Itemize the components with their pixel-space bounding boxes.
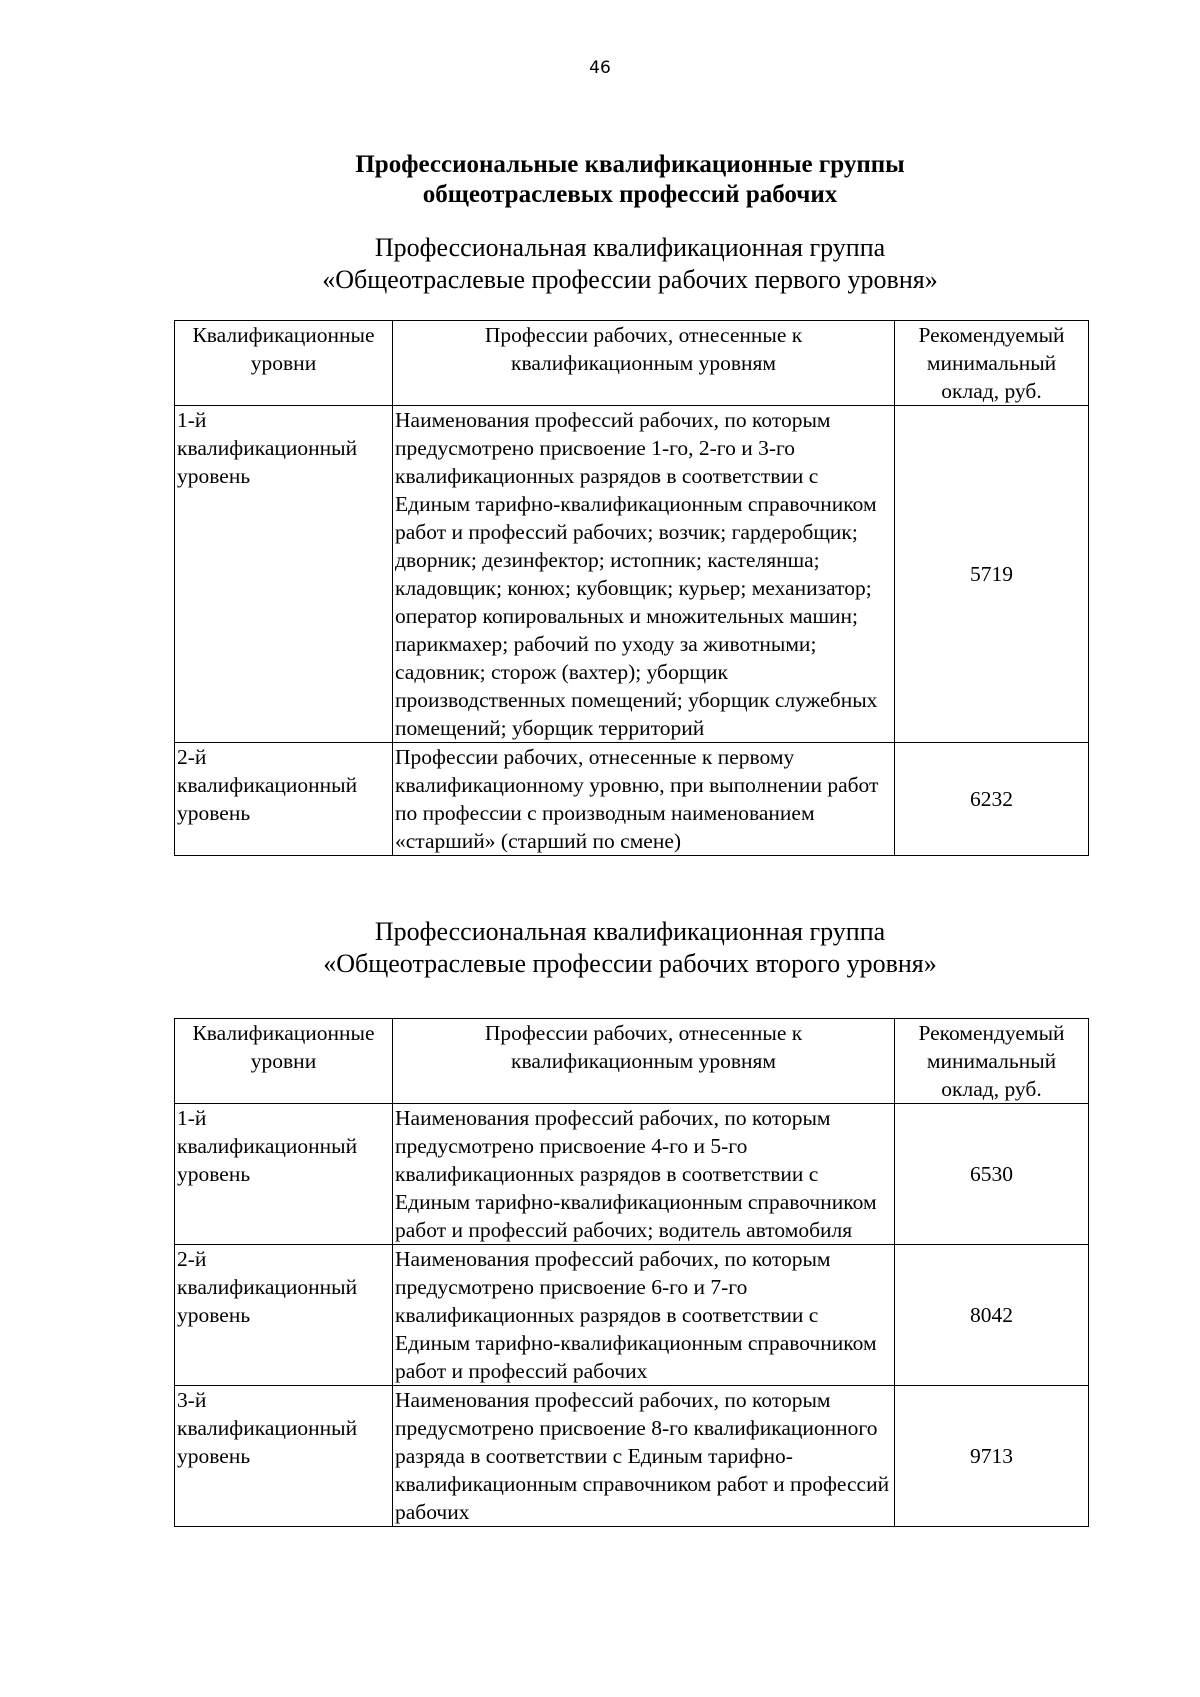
level-cell: 1-й квалификационный уровень bbox=[175, 406, 393, 743]
table-header-row bbox=[175, 321, 1089, 406]
group-2-title-line1: Профессиональная квалификационная группа bbox=[374, 917, 886, 946]
level-cell: 1-й квалификационный уровень bbox=[175, 1104, 393, 1245]
group-2-title-line2: «Общеотраслевые профессии рабочих второго уровня» bbox=[323, 949, 937, 978]
professions-cell: Наименования профессий рабочих, по которым предусмотрено присвоение 4-го и 5-го квалификационных разрядов в соответствии с Единым тарифно-квалификационным справочником работ и профессий рабочих; водитель автомобиля bbox=[393, 1104, 895, 1245]
document-title bbox=[100, 150, 1160, 210]
page-number: 46 bbox=[589, 58, 611, 78]
salary-cell: 8042 bbox=[895, 1245, 1089, 1386]
salary-cell: 9713 bbox=[895, 1386, 1089, 1527]
professions-cell: Наименования профессий рабочих, по которым предусмотрено присвоение 6-го и 7-го квалификационных разрядов в соответствии с Единым тарифно-квалификационным справочником работ и профессий рабочих bbox=[393, 1245, 895, 1386]
table-row bbox=[175, 743, 1089, 856]
header-salary: Рекомендуемый минимальный оклад, руб. bbox=[895, 321, 1089, 406]
group-1-title bbox=[100, 232, 1160, 296]
header-salary: Рекомендуемый минимальный оклад, руб. bbox=[895, 1019, 1089, 1104]
group-2-table bbox=[174, 1018, 1089, 1527]
document-title-line1: Профессиональные квалификационные группы bbox=[355, 151, 905, 178]
header-professions: Профессии рабочих, отнесенные к квалификационным уровням bbox=[393, 321, 895, 406]
group-1-title-line2: «Общеотраслевые профессии рабочих первого уровня» bbox=[322, 265, 938, 294]
table-header-row bbox=[175, 1019, 1089, 1104]
table-row bbox=[175, 1104, 1089, 1245]
salary-cell: 5719 bbox=[895, 406, 1089, 743]
level-cell: 2-й квалификационный уровень bbox=[175, 743, 393, 856]
table-row bbox=[175, 1386, 1089, 1527]
header-levels: Квалификационные уровни bbox=[175, 321, 393, 406]
professions-cell: Наименования профессий рабочих, по которым предусмотрено присвоение 1-го, 2-го и 3-го квалификационных разрядов в соответствии с Единым тарифно-квалификационным справочником работ и профессий рабочих; возчик; гардеробщик; дворник; дезинфектор; истопник; кастелянша; кладовщик; конюх; кубовщик; курьер; механизатор; оператор копировальных и множительных машин; парикмахер; рабочий по уходу за животными; садовник; сторож (вахтер); уборщик производственных помещений; уборщик служебных помещений; уборщик территорий bbox=[393, 406, 895, 743]
table-row bbox=[175, 1245, 1089, 1386]
group-1-table bbox=[174, 320, 1089, 856]
document-title-line2: общеотраслевых профессий рабочих bbox=[422, 181, 838, 208]
salary-cell: 6530 bbox=[895, 1104, 1089, 1245]
professions-cell: Профессии рабочих, отнесенные к первому квалификационному уровню, при выполнении работ по профессии с производным наименованием «старший» (старший по смене) bbox=[393, 743, 895, 856]
header-professions: Профессии рабочих, отнесенные к квалификационным уровням bbox=[393, 1019, 895, 1104]
level-cell: 2-й квалификационный уровень bbox=[175, 1245, 393, 1386]
header-levels: Квалификационные уровни bbox=[175, 1019, 393, 1104]
salary-cell: 6232 bbox=[895, 743, 1089, 856]
group-1-title-line1: Профессиональная квалификационная группа bbox=[374, 233, 886, 262]
level-cell: 3-й квалификационный уровень bbox=[175, 1386, 393, 1527]
professions-cell: Наименования профессий рабочих, по которым предусмотрено присвоение 8-го квалификационного разряда в соответствии с Единым тарифно-квалификационным справочником работ и профессий рабочих bbox=[393, 1386, 895, 1527]
table-row bbox=[175, 406, 1089, 743]
group-2-title bbox=[100, 916, 1160, 980]
